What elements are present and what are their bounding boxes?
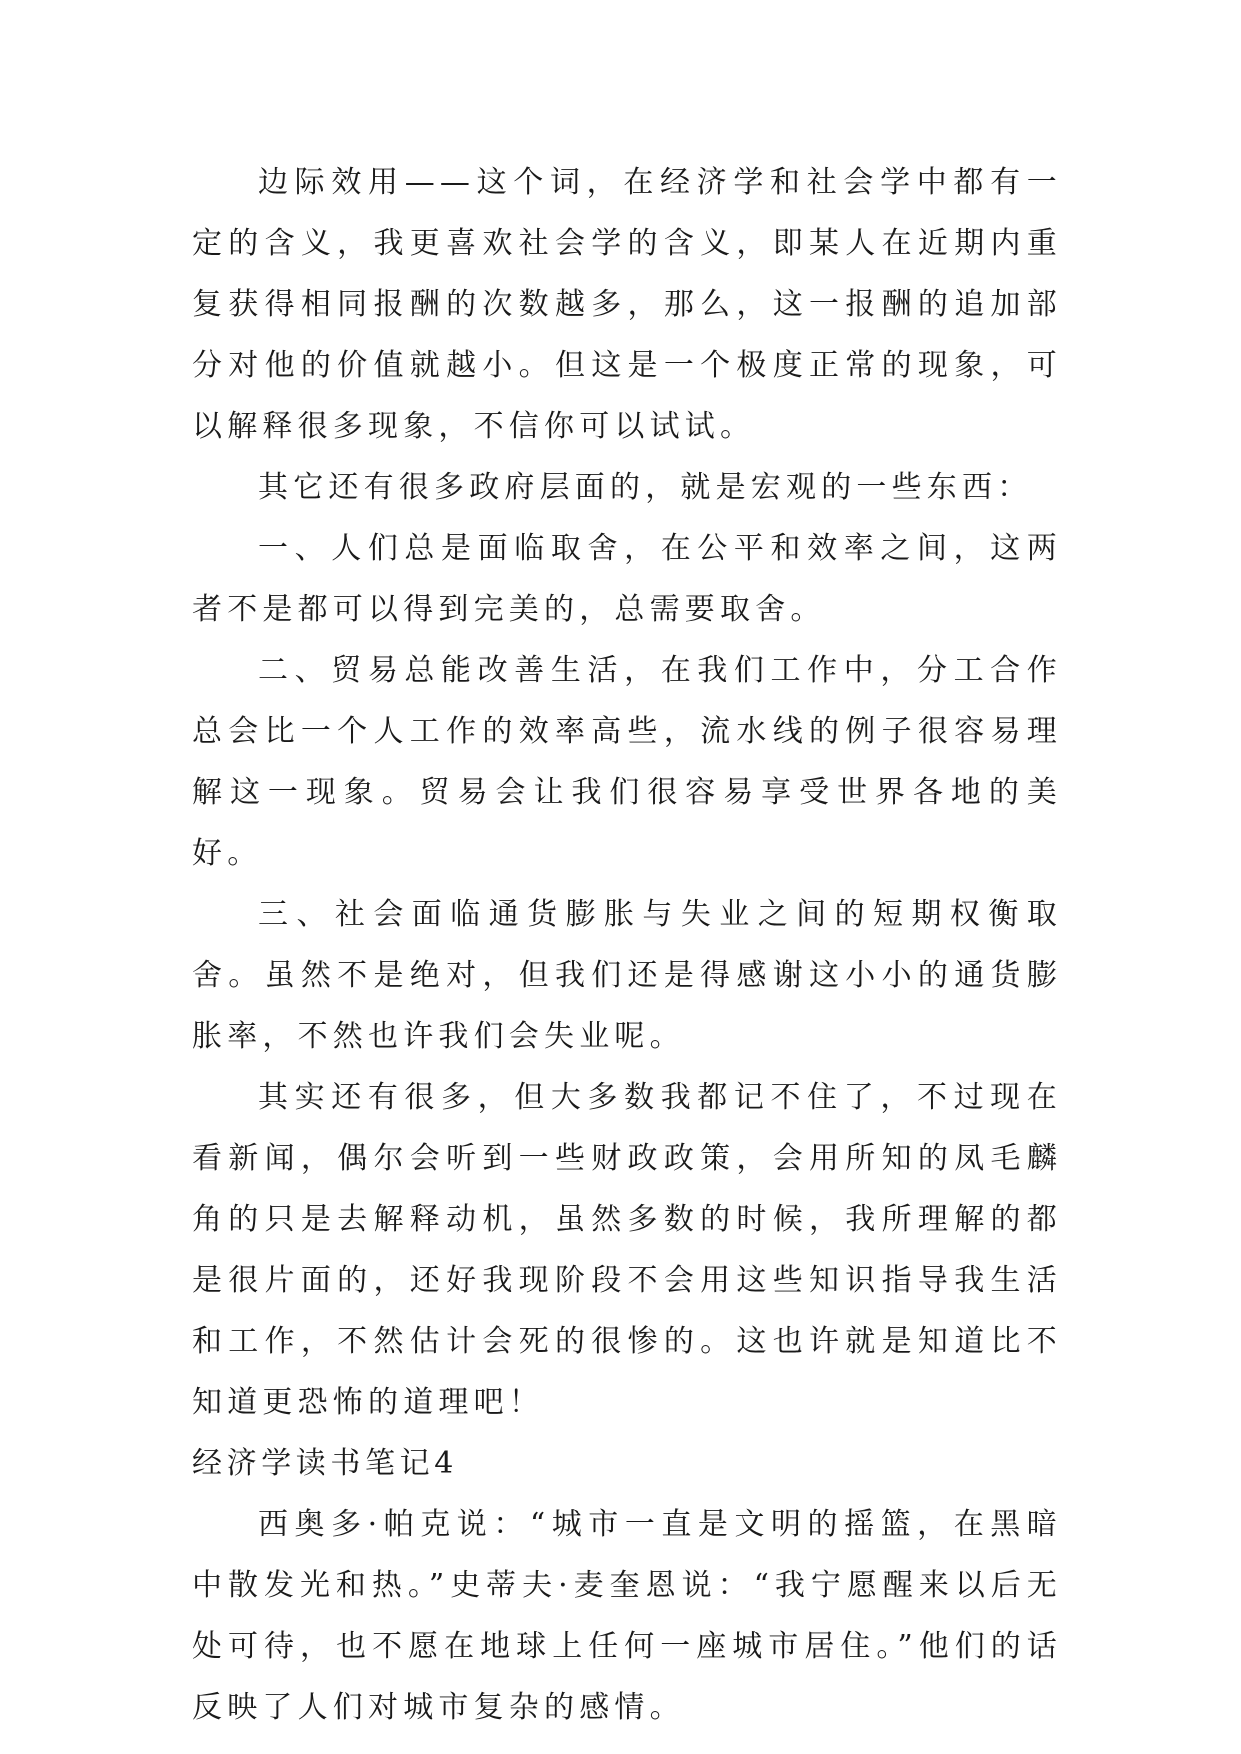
paragraph-point-three: 三、社会面临通货膨胀与失业之间的短期权衡取舍。虽然不是绝对，但我们还是得感谢这小小的通货膨胀率，不然也许我们会失业呢。 <box>192 897 1062 1054</box>
section-title: 经济学读书笔记4 <box>192 1446 458 1481</box>
paragraph-macro-intro: 其它还有很多政府层面的，就是宏观的一些东西： <box>258 470 1033 505</box>
paragraph-conclusion: 其实还有很多，但大多数我都记不住了，不过现在看新闻，偶尔会听到一些财政政策，会用所知的凤毛麟角的只是去解释动机，虽然多数的时候，我所理解的都是很片面的，还好我现阶段不会用这些知识指导我生活和工作，不然估计会死的很惨的。这也许就是知道比不知道更恐怖的道理吧！ <box>192 1080 1062 1420</box>
paragraph-marginal-utility: 边际效用——这个词，在经济学和社会学中都有一定的含义，我更喜欢社会学的含义，即某人在近期内重复获得相同报酬的次数越多，那么，这一报酬的追加部分对他的价值就越小。但这是一个极度正常的现象，可以解释很多现象，不信你可以试试。 <box>192 165 1062 444</box>
document-body <box>192 152 1062 1738</box>
paragraph-city-quotes: 西奥多·帕克说：“城市一直是文明的摇篮，在黑暗中散发光和热。”史蒂夫·麦奎恩说：“我宁愿醒来以后无处可待，也不愿在地球上任何一座城市居住。”他们的话反映了人们对城市复杂的感情。 <box>192 1507 1062 1725</box>
paragraph-point-one: 一、人们总是面临取舍，在公平和效率之间，这两者不是都可以得到完美的，总需要取舍。 <box>192 531 1062 627</box>
paragraph-point-two: 二、贸易总能改善生活，在我们工作中，分工合作总会比一个人工作的效率高些，流水线的例子很容易理解这一现象。贸易会让我们很容易享受世界各地的美好。 <box>192 653 1062 871</box>
